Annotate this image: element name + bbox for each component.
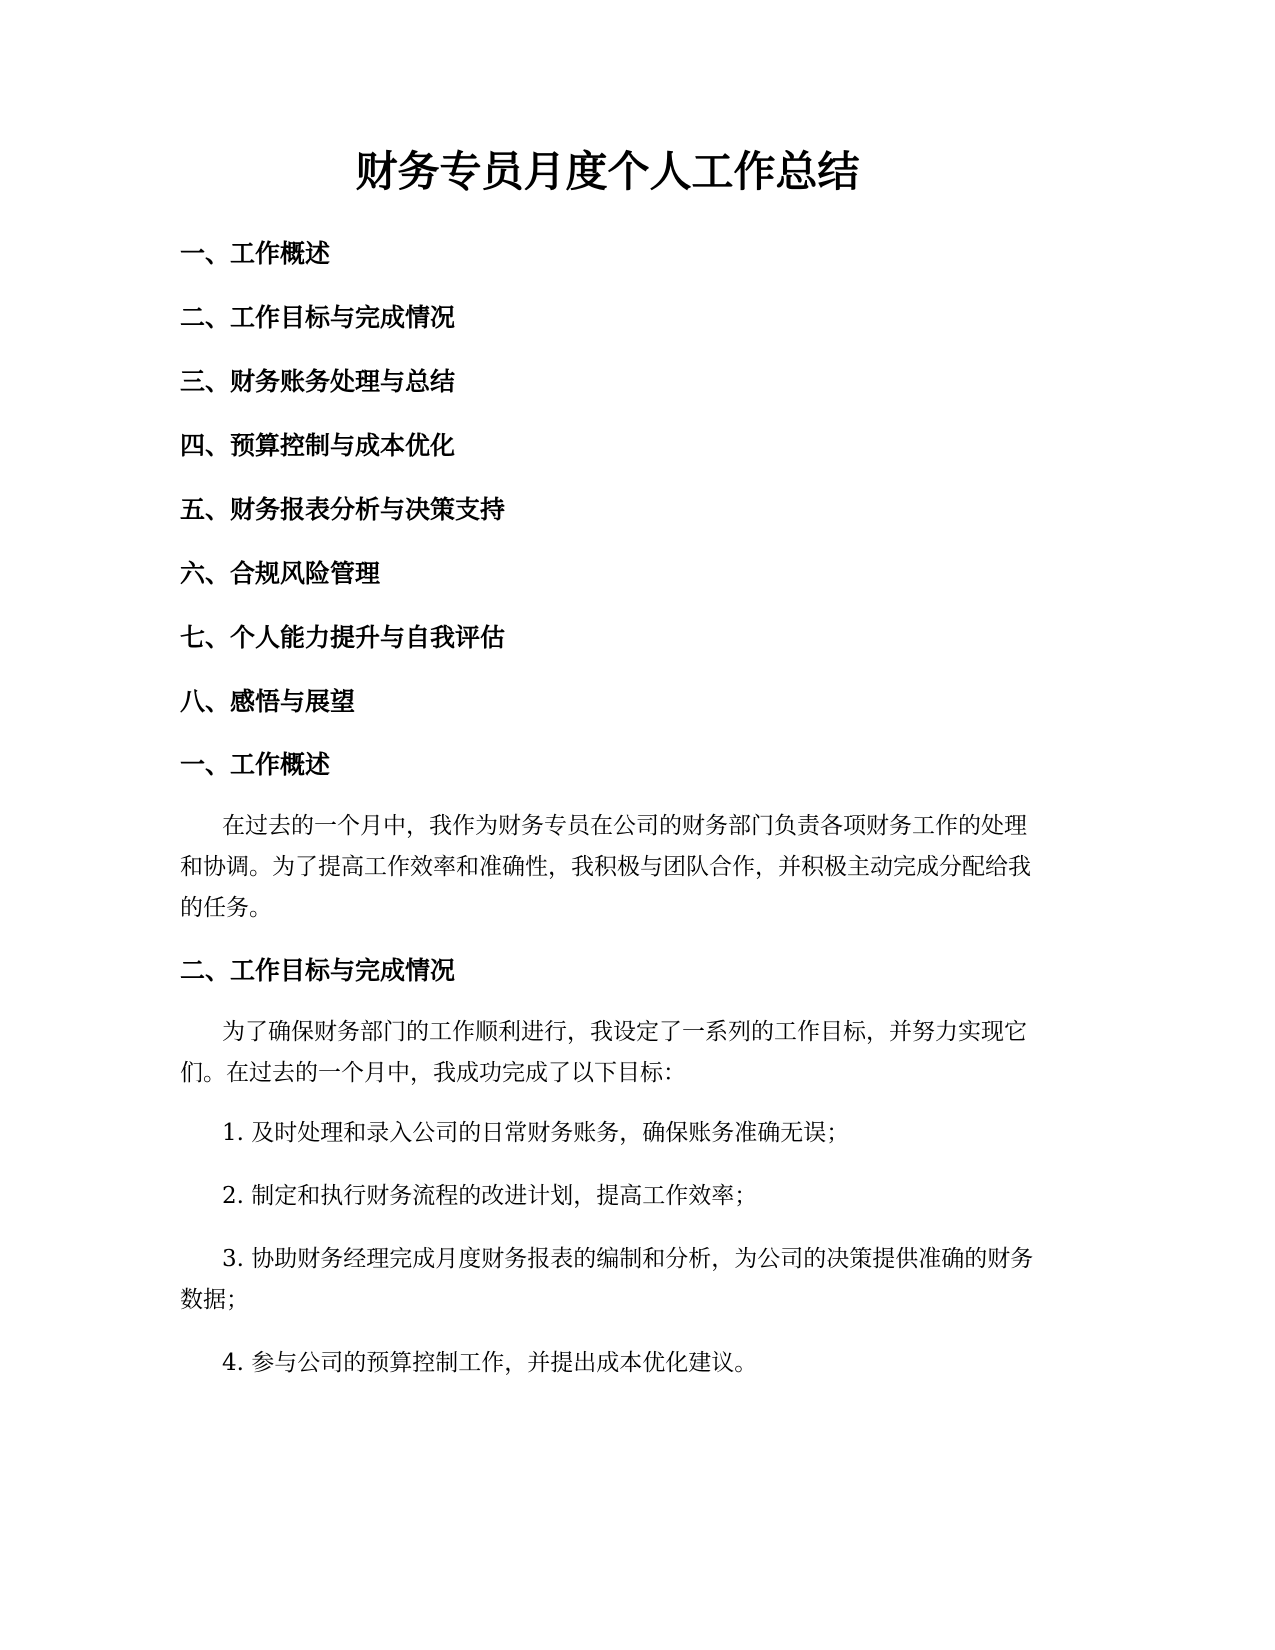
toc-item: 一、工作概述 bbox=[180, 239, 331, 268]
document-title: 财务专员月度个人工作总结 bbox=[355, 147, 860, 196]
toc-item: 四、预算控制与成本优化 bbox=[180, 431, 456, 460]
section-heading: 二、工作目标与完成情况 bbox=[180, 956, 456, 985]
section-paragraph: 在过去的一个月中，我作为财务专员在公司的财务部门负责各项财务工作的处理和协调。为了提高工作效率和准确性，我积极与团队合作，并积极主动完成分配给我的任务。 bbox=[180, 813, 1031, 921]
goal-item: 4. 参与公司的预算控制工作，并提出成本优化建议。 bbox=[222, 1350, 758, 1376]
toc-item: 五、财务报表分析与决策支持 bbox=[180, 495, 506, 524]
toc-item: 二、工作目标与完成情况 bbox=[180, 303, 456, 332]
toc-item: 三、财务账务处理与总结 bbox=[180, 367, 456, 396]
toc-item: 八、感悟与展望 bbox=[180, 687, 356, 716]
goal-item: 3. 协助财务经理完成月度财务报表的编制和分析，为公司的决策提供准确的财务数据； bbox=[180, 1246, 1034, 1313]
goal-item: 2. 制定和执行财务流程的改进计划，提高工作效率； bbox=[222, 1183, 758, 1209]
toc-item: 七、个人能力提升与自我评估 bbox=[180, 623, 506, 652]
table-of-contents bbox=[180, 234, 505, 746]
toc-item: 六、合规风险管理 bbox=[180, 559, 381, 588]
section-paragraph: 为了确保财务部门的工作顺利进行，我设定了一系列的工作目标，并努力实现它们。在过去的一个月中，我成功完成了以下目标： bbox=[180, 1019, 1027, 1086]
goal-item: 1. 及时处理和录入公司的日常财务账务，确保账务准确无误； bbox=[222, 1120, 850, 1146]
section-heading: 一、工作概述 bbox=[180, 750, 331, 779]
